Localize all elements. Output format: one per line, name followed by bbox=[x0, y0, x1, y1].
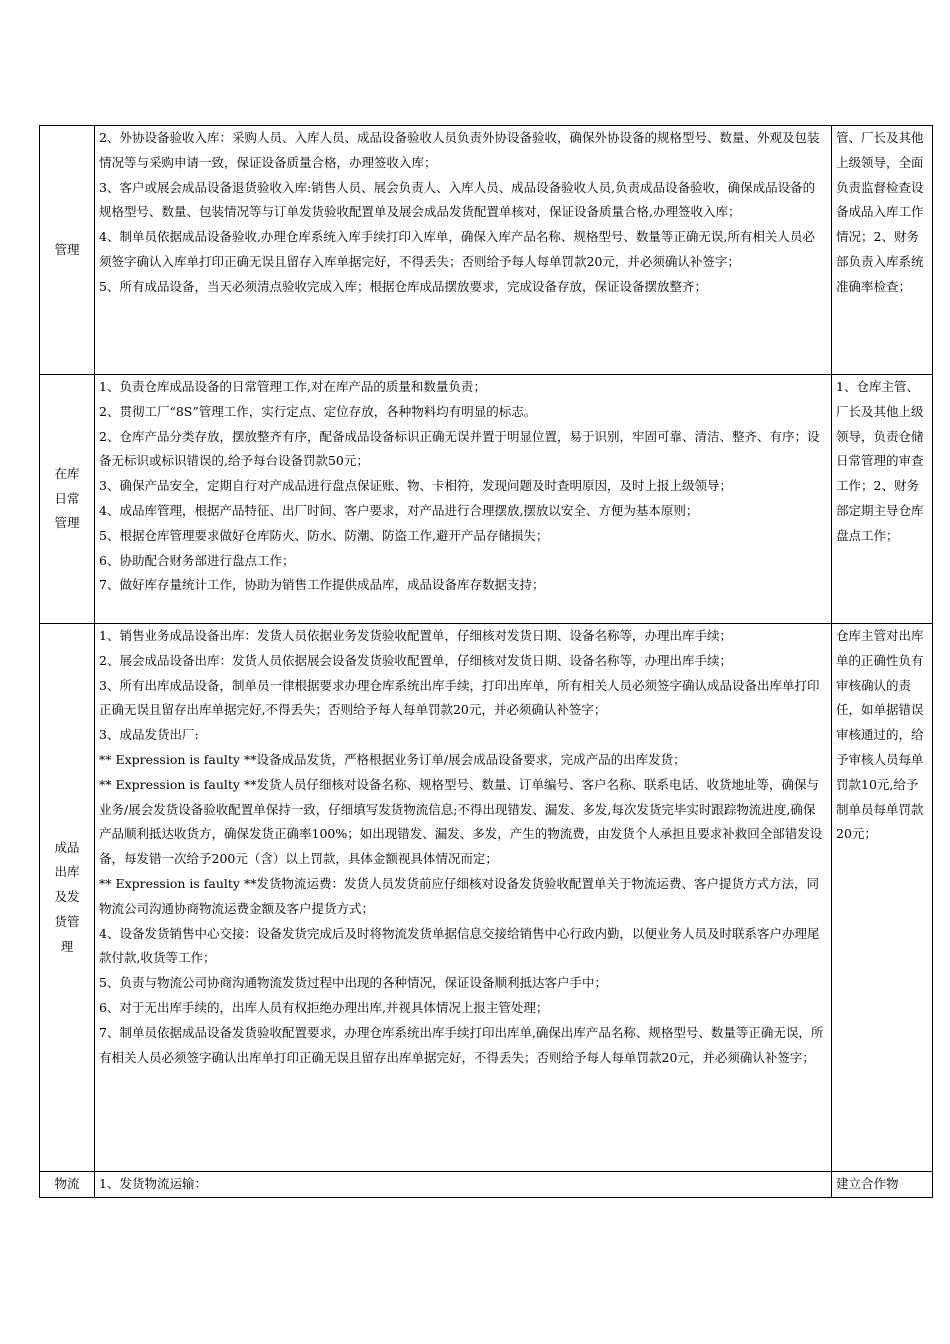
row-content bbox=[95, 1172, 832, 1198]
list-item: 4、设备发货销售中心交接：设备发货完成后及时将物流发货单据信息交接给销售中心行政内勤，以便业务人员及时联系客户办理尾款付款,收货等工作； bbox=[99, 925, 820, 966]
list-item: ** Expression is faulty **设备成品发货，严格根据业务订单/展会成品设备要求，完成产品的出库发货； bbox=[99, 751, 686, 767]
list-item: 3、成品发货出厂: bbox=[99, 727, 199, 743]
list-item: 7、制单员依据成品设备发货验收配置要求，办理仓库系统出库手续打印出库单,确保出库产品名称、规格型号、数量等正确无误，所有相关人员必须签字确认出库单打印正确无误且留存出库单据完好，不得丢失；否则给予每人每单罚款20元，并必须确认补签字； bbox=[99, 1024, 824, 1065]
row-responsibility: 管、厂长及其他上级领导，全面负责监督检查设备成品入库工作情况；2、财务部负责入库系统准确率检查； bbox=[832, 126, 933, 375]
list-item: 3、确保产品安全，定期自行对产成品进行盘点保证账、物、卡相符，发现问题及时查明原因，及时上报上级领导； bbox=[99, 478, 732, 494]
table-row bbox=[40, 1172, 933, 1198]
list-item: 2、仓库产品分类存放，摆放整齐有序，配备成品设备标识正确无误并置于明显位置，易于识别，牢固可靠、清洁、整齐、有序；设备无标识或标识错误的,给予每台设备罚款50元； bbox=[99, 428, 820, 469]
list-item: 2、贯彻工厂“8S”管理工作，实行定点、定位存放，各种物料均有明显的标志。 bbox=[99, 403, 537, 419]
list-item: 6、对于无出库手续的，出库人员有权拒绝办理出库,并视具体情况上报主管处理； bbox=[99, 999, 549, 1015]
list-item: 3、所有出库成品设备，制单员一律根据要求办理仓库系统出库手续，打印出库单，所有相关人员必须签字确认成品设备出库单打印正确无误且留存出库单据完好,不得丢失；否则给予每人每单罚款20元，并必须确认补签字； bbox=[99, 677, 820, 718]
row-category: 在库 日常 管理 bbox=[40, 375, 95, 624]
row-content bbox=[95, 375, 832, 624]
table-row bbox=[40, 624, 933, 1172]
list-item: 7、做好库存量统计工作，协助为销售工作提供成品库，成品设备库存数据支持； bbox=[99, 577, 545, 593]
list-item: 4、制单员依据成品设备验收,办理仓库系统入库手续打印入库单，确保入库产品名称、规格型号、数量等正确无误,所有相关人员必须签字确认入库单打印正确无误且留存入库单据完好，不得丢失；否则给予每人每单罚款20元，并必须确认补签字； bbox=[99, 229, 815, 269]
table-row bbox=[40, 375, 933, 624]
list-item: 1、销售业务成品设备出库：发货人员依据业务发货验收配置单，仔细核对发货日期、设备名称等，办理出库手续； bbox=[99, 628, 732, 643]
list-item: 5、所有成品设备，当天必须清点验收完成入库；根据仓库成品摆放要求，完成设备存放，保证设备摆放整齐； bbox=[99, 278, 707, 294]
table-row bbox=[40, 126, 933, 375]
list-item: 6、协助配合财务部进行盘点工作； bbox=[99, 552, 295, 568]
row-responsibility: 1、仓库主管、厂长及其他上级领导，负责仓储日常管理的审查工作；2、财务部定期主导仓库盘点工作； bbox=[832, 375, 933, 624]
list-item: 4、成品库管理，根据产品特征、出厂时间、客户要求，对产品进行合理摆放,摆放以安全、方便为基本原则； bbox=[99, 502, 699, 518]
list-item: 3、客户或展会成品设备退货验收入库:销售人员、展会负责人、入库人员、成品设备验收人员,负责成品设备验收，确保成品设备的规格型号、数量、包装情况等与订单发货验收配置单及展会成品发货配置单核对，保证设备质量合格,办理签收入库； bbox=[99, 179, 816, 220]
list-item: 1、发货物流运输： bbox=[99, 1176, 207, 1191]
list-item: 2、外协设备验收入库：采购人员、入库人员、成品设备验收人员负责外协设备验收，确保外协设备的规格型号、数量、外观及包装情况等与采购申请一致，保证设备质量合格，办理签收入库； bbox=[99, 130, 820, 170]
document-table bbox=[39, 125, 933, 1198]
row-responsibility: 仓库主管对出库单的正确性负有审核确认的责任，如单据错误审核通过的，给予审核人员每单罚款10元,给予制单员每单罚款20元； bbox=[832, 624, 933, 1172]
row-responsibility: 建立合作物 bbox=[832, 1172, 933, 1198]
row-content bbox=[95, 624, 832, 1172]
row-category: 成品 出库 及发 货管 理 bbox=[40, 624, 95, 1172]
list-item: 2、展会成品设备出库：发货人员依据展会设备发货验收配置单，仔细核对发货日期、设备名称等，办理出库手续； bbox=[99, 652, 732, 668]
list-item: 1、负责仓库成品设备的日常管理工作,对在库产品的质量和数量负责； bbox=[99, 379, 486, 394]
list-item: ** Expression is faulty **发货人员仔细核对设备名称、规格型号、数量、订单编号、客户名称、联系电话、收货地址等，确保与业务/展会发货设备验收配置单保持一致，仔细填写发货物流信息;不得出现错发、漏发、多发,每次发货完毕实时跟踪物流进度,确保产品顺利抵达收货方，确保发货正确率100%；如出现错发、漏发、多发，产生的物流费，由发货个人承担且要求补救回全部错发设备，每发错一次给予200元（含）以上罚款，具体金额视具体情况而定； bbox=[99, 776, 823, 867]
list-item: 5、根据仓库管理要求做好仓库防火、防水、防潮、防盗工作,避开产品存储损失； bbox=[99, 527, 549, 543]
row-content bbox=[95, 126, 832, 375]
list-item: 5、负责与物流公司协商沟通物流发货过程中出现的各种情况，保证设备顺利抵达客户手中； bbox=[99, 975, 607, 991]
row-category: 物流 bbox=[40, 1172, 95, 1198]
list-item: ** Expression is faulty **发货物流运费：发货人员发货前应仔细核对设备发货验收配置单关于物流运费、客户提货方式方法，同物流公司沟通协商物流运费金额及客户提货方式； bbox=[99, 875, 819, 916]
row-category: 管理 bbox=[40, 126, 95, 375]
